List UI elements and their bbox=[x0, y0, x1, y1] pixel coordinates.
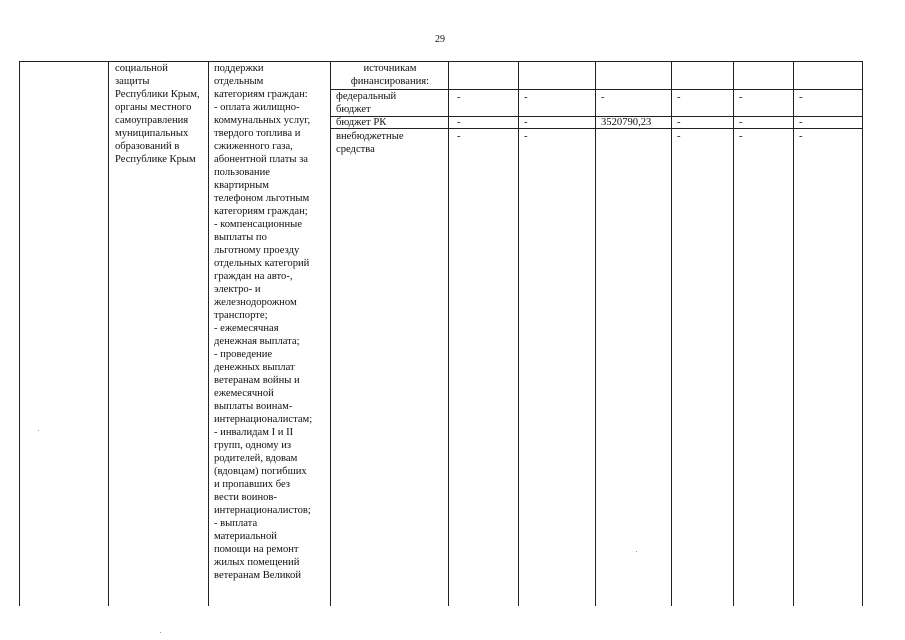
text-line: - выплата bbox=[214, 518, 258, 529]
page-number: 29 bbox=[435, 34, 445, 45]
text-line: внебюджетные bbox=[336, 131, 404, 142]
text-line: ветеранам Великой bbox=[214, 570, 301, 581]
text-line: помощи на ремонт bbox=[214, 544, 299, 555]
text-line: органы местного bbox=[115, 102, 192, 113]
text-line: - проведение bbox=[214, 349, 273, 360]
text-line: категориям граждан: bbox=[214, 89, 308, 100]
value-cell: - bbox=[739, 131, 743, 142]
text-line: и пропавших без bbox=[214, 479, 290, 490]
value-cell: - bbox=[799, 92, 803, 103]
funding-source-column bbox=[336, 62, 446, 88]
source-regional bbox=[336, 116, 386, 129]
funding-source-header: финансирования: bbox=[350, 76, 430, 87]
text-line: (вдовцам) погибших bbox=[214, 466, 307, 477]
value-cell: - bbox=[677, 131, 681, 142]
text-line: - инвалидам I и II bbox=[214, 427, 294, 438]
text-line: железнодорожном bbox=[214, 297, 297, 308]
value-cell: - bbox=[457, 117, 461, 128]
value-cell: - bbox=[677, 117, 681, 128]
text-line: граждан на авто-, bbox=[214, 271, 293, 282]
text-line: интернационалистов; bbox=[214, 505, 311, 516]
text-line: телефоном льготным bbox=[214, 193, 310, 204]
value-cell: - bbox=[524, 92, 528, 103]
value-cell: - bbox=[601, 92, 605, 103]
value-cell: - bbox=[677, 92, 681, 103]
text-line: - оплата жилищно- bbox=[214, 102, 300, 113]
text-line: защиты bbox=[115, 76, 150, 87]
text-line: бюджет РК bbox=[336, 117, 387, 128]
value-cell: - bbox=[524, 131, 528, 142]
value-cell: - bbox=[799, 117, 803, 128]
text-line: средства bbox=[336, 144, 375, 155]
text-line: федеральный bbox=[336, 91, 397, 102]
text-line: групп, одному из bbox=[214, 440, 292, 451]
measure-cell bbox=[214, 62, 312, 582]
source-extrabudget bbox=[336, 130, 404, 156]
text-line: интернационалистам; bbox=[214, 414, 313, 425]
value-cell: - bbox=[457, 131, 461, 142]
text-line: отдельным bbox=[214, 76, 264, 87]
text-line: ежемесячной bbox=[214, 388, 274, 399]
text-line: абонентной платы за bbox=[214, 154, 309, 165]
text-line: бюджет bbox=[336, 104, 371, 115]
text-line: родителей, вдовам bbox=[214, 453, 298, 464]
value-cell: - bbox=[457, 92, 461, 103]
text-line: денежных выплат bbox=[214, 362, 295, 373]
value-cell: - bbox=[739, 92, 743, 103]
text-line: жилых помещений bbox=[214, 557, 300, 568]
text-line: категориям граждан; bbox=[214, 206, 308, 217]
value-cell: - bbox=[524, 117, 528, 128]
text-line: льготному проезду bbox=[214, 245, 300, 256]
text-line: материальной bbox=[214, 531, 277, 542]
text-line: - ежемесячная bbox=[214, 323, 279, 334]
text-line: Республике Крым bbox=[115, 154, 196, 165]
value-cell: - bbox=[739, 117, 743, 128]
text-line: денежная выплата; bbox=[214, 336, 300, 347]
responsible-cell bbox=[115, 62, 200, 166]
text-line: пользование bbox=[214, 167, 270, 178]
text-line: транспорте; bbox=[214, 310, 268, 321]
text-line: поддержки bbox=[214, 63, 264, 74]
text-line: квартирным bbox=[214, 180, 269, 191]
text-line: образований в bbox=[115, 141, 180, 152]
text-line: Республики Крым, bbox=[115, 89, 200, 100]
source-federal bbox=[336, 90, 396, 116]
text-line: социальной bbox=[115, 63, 168, 74]
scan-speck bbox=[160, 632, 161, 633]
text-line: ветеранам войны и bbox=[214, 375, 300, 386]
text-line: отдельных категорий bbox=[214, 258, 310, 269]
value-cell: 3520790,23 bbox=[601, 117, 652, 128]
text-line: самоуправления bbox=[115, 115, 189, 126]
text-line: коммунальных услуг, bbox=[214, 115, 311, 126]
scan-speck bbox=[38, 430, 39, 431]
text-line: твердого топлива и bbox=[214, 128, 301, 139]
scan-speck bbox=[636, 551, 637, 552]
text-line: вести воинов- bbox=[214, 492, 277, 503]
text-line: - компенсационные bbox=[214, 219, 302, 230]
text-line: электро- и bbox=[214, 284, 261, 295]
text-line: выплаты воинам- bbox=[214, 401, 293, 412]
text-line: выплаты по bbox=[214, 232, 267, 243]
text-line: муниципальных bbox=[115, 128, 189, 139]
value-cell: - bbox=[799, 131, 803, 142]
text-line: сжиженного газа, bbox=[214, 141, 293, 152]
funding-source-header: источникам bbox=[363, 63, 417, 74]
